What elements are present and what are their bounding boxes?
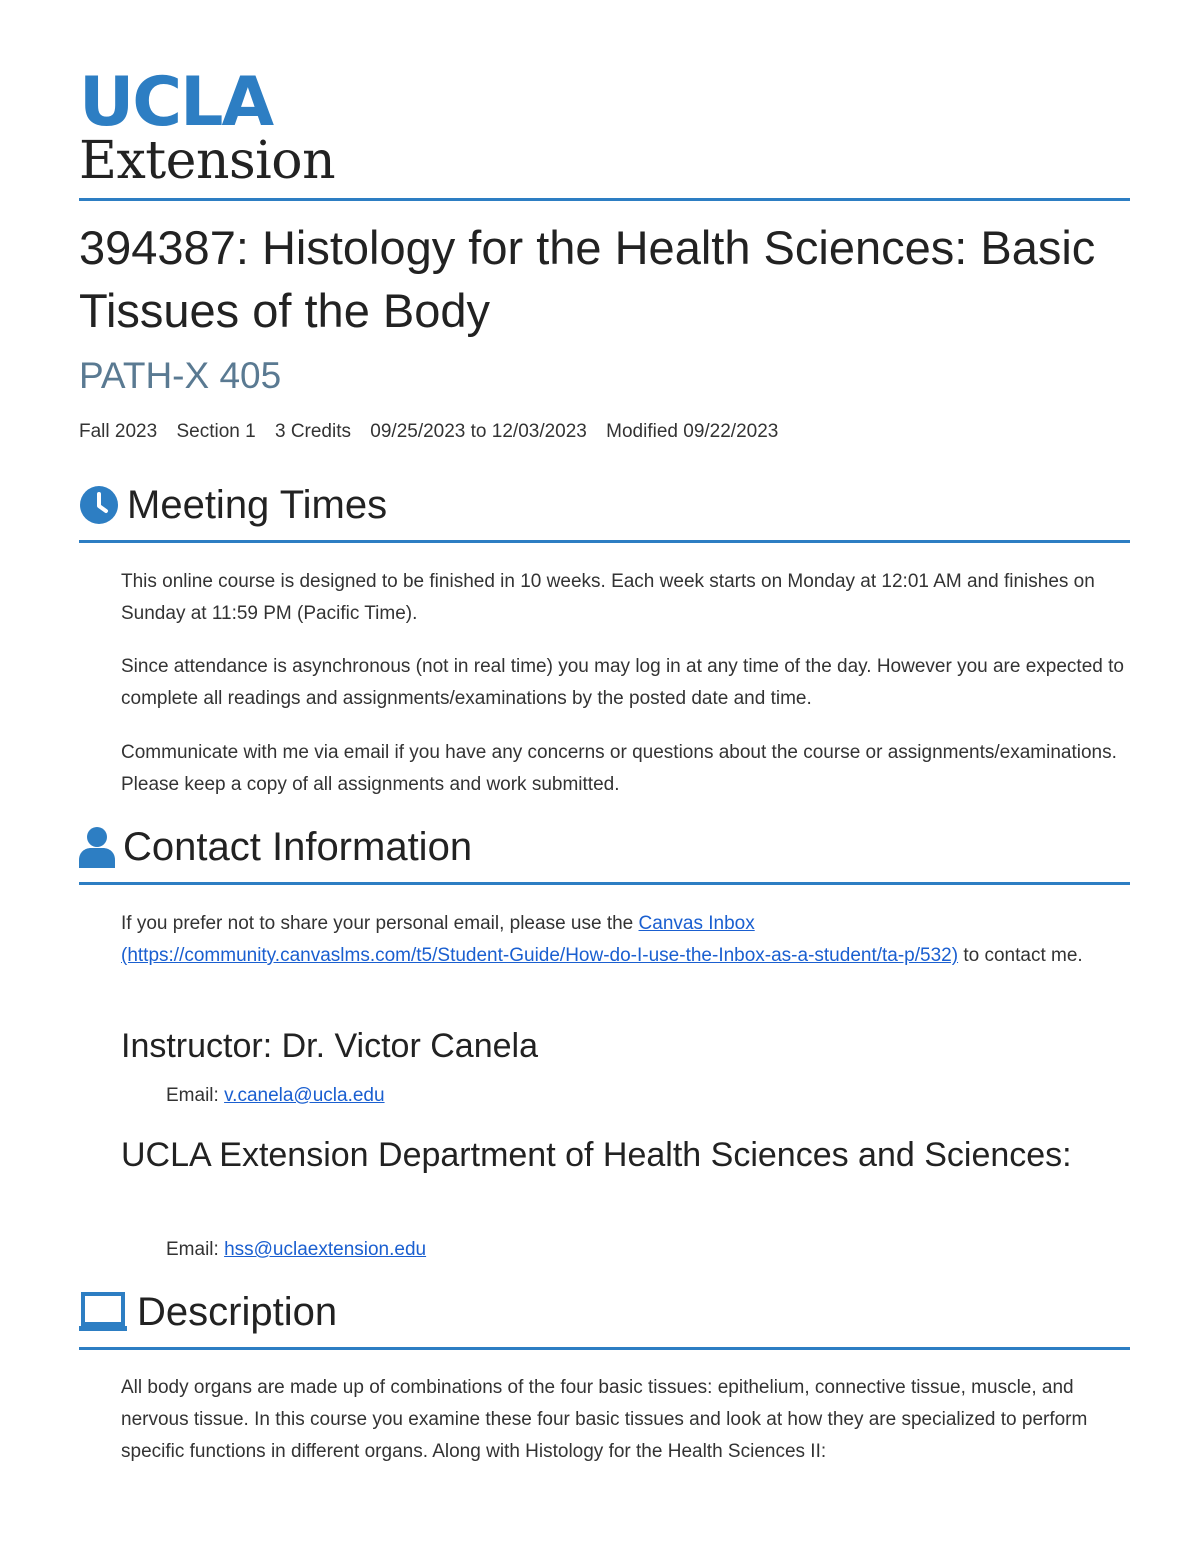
contact-heading — [79, 823, 472, 871]
clock-icon — [79, 485, 119, 525]
canvas-inbox-url-link[interactable]: (https://community.canvaslms.com/t5/Student-Guide/How-do-I-use-the-Inbox-as-a-student/ta-p/532) — [121, 945, 959, 966]
instructor-email-label: Email: — [166, 1085, 225, 1106]
canvas-inbox-link[interactable]: Canvas Inbox — [638, 913, 755, 934]
meta-dates: 09/25/2023 to 12/03/2023 — [370, 421, 587, 442]
department-email-line — [166, 1238, 426, 1262]
meeting-paragraph-3: Communicate with me via email if you have any concerns or questions about the course or assignments/examinations. Please keep a copy of all assignments and work submitted. — [121, 742, 1117, 795]
department-email-label: Email: — [166, 1239, 225, 1260]
meta-term: Fall 2023 — [79, 421, 158, 442]
department-heading: UCLA Extension Department of Health Sciences and Sciences: — [121, 1136, 1072, 1174]
course-meta — [79, 420, 792, 444]
meeting-paragraph-2: Since attendance is asynchronous (not in real time) you may log in at any time of the day. However you are expected to complete all readings and assignments/examinations by the posted date and time. — [121, 656, 1124, 709]
meta-credits: 3 Credits — [274, 421, 351, 442]
contact-intro-after: to contact me. — [958, 945, 1083, 966]
meta-modified: Modified 09/22/2023 — [606, 421, 779, 442]
contact-intro-before: If you prefer not to share your personal email, please use the — [121, 913, 639, 934]
meta-section: Section 1 — [176, 421, 256, 442]
ucla-extension-logo — [79, 63, 336, 191]
department-email-link[interactable]: hss@uclaextension.edu — [224, 1239, 427, 1260]
logo-extension-text: Extension — [79, 131, 336, 191]
course-title: 394387: Histology for the Health Sciences: Basic Tissues of the Body — [79, 221, 1096, 337]
instructor-email-line — [166, 1084, 385, 1108]
description-text: All body organs are made up of combinations of the four basic tissues: epithelium, connective tissue, muscle, and nervous tissue. In this course you examine these four basic tissues and look at how they are specialized to perform specific functions in different organs. Along with Histology for the Health Sciences II: — [121, 1377, 1088, 1462]
instructor-heading: Instructor: Dr. Victor Canela — [121, 1027, 538, 1065]
description-divider — [79, 1347, 1130, 1350]
description-heading — [79, 1288, 337, 1336]
header-divider — [79, 198, 1130, 201]
contact-divider — [79, 882, 1130, 885]
laptop-icon — [79, 1292, 127, 1332]
logo-ucla-text: UCLA — [79, 63, 273, 142]
user-icon — [79, 826, 115, 868]
instructor-email-link[interactable]: v.canela@ucla.edu — [224, 1085, 385, 1106]
meeting-divider — [79, 540, 1130, 543]
meeting-times-heading-text: Meeting Times — [127, 483, 388, 527]
contact-heading-text: Contact Information — [123, 825, 473, 869]
contact-intro — [121, 908, 1131, 972]
course-code: PATH-X 405 — [79, 355, 282, 396]
meeting-times-heading — [79, 481, 387, 529]
description-heading-text: Description — [137, 1290, 338, 1334]
meeting-paragraph-1: This online course is designed to be finished in 10 weeks. Each week starts on Monday at 12:01 AM and finishes on Sunday at 11:59 PM (Pacific Time). — [121, 571, 1095, 624]
